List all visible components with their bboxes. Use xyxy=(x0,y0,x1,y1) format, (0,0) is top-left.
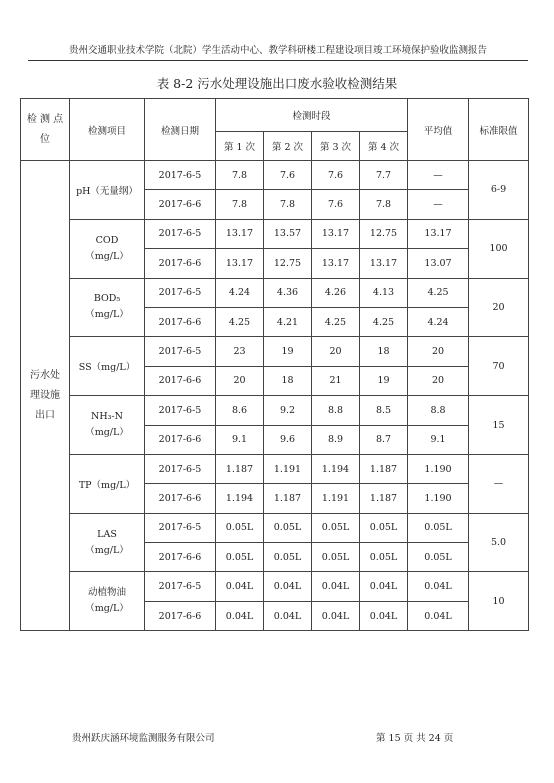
value-cell: 0.04L xyxy=(360,572,408,601)
value-cell: 4.36 xyxy=(264,278,312,307)
header-rule xyxy=(28,60,528,61)
value-cell: 13.17 xyxy=(312,249,360,278)
avg-cell: 1.190 xyxy=(408,454,469,483)
avg-cell: 13.17 xyxy=(408,219,469,248)
avg-cell: 0.05L xyxy=(408,513,469,542)
avg-cell: 9.1 xyxy=(408,425,469,454)
value-cell: 13.57 xyxy=(264,219,312,248)
date-cell: 2017-6-5 xyxy=(145,513,216,542)
item-cell: pH（无量纲） xyxy=(70,161,145,220)
value-cell: 0.04L xyxy=(216,601,264,630)
value-cell: 7.6 xyxy=(264,161,312,190)
date-cell: 2017-6-5 xyxy=(145,454,216,483)
avg-cell: 20 xyxy=(408,366,469,395)
value-cell: 0.05L xyxy=(216,543,264,572)
date-cell: 2017-6-5 xyxy=(145,396,216,425)
avg-cell: 0.05L xyxy=(408,543,469,572)
report-header: 贵州交通职业技术学院（北院）学生活动中心、教学科研楼工程建设项目竣工环境保护验收监测报告 xyxy=(68,45,487,56)
value-cell: 21 xyxy=(312,366,360,395)
value-cell: 1.187 xyxy=(216,454,264,483)
table-row xyxy=(21,454,529,483)
date-cell: 2017-6-6 xyxy=(145,425,216,454)
value-cell: 0.04L xyxy=(312,572,360,601)
value-cell: 8.6 xyxy=(216,396,264,425)
table-row xyxy=(21,161,529,190)
value-cell: 13.17 xyxy=(312,219,360,248)
limit-cell: 10 xyxy=(469,572,529,631)
table-row xyxy=(21,337,529,366)
value-cell: 0.05L xyxy=(360,543,408,572)
value-cell: 0.05L xyxy=(264,543,312,572)
value-cell: 4.25 xyxy=(216,307,264,336)
date-cell: 2017-6-6 xyxy=(145,366,216,395)
value-cell: 9.6 xyxy=(264,425,312,454)
value-cell: 9.2 xyxy=(264,396,312,425)
value-cell: 7.8 xyxy=(216,190,264,219)
value-cell: 1.194 xyxy=(216,484,264,513)
value-cell: 23 xyxy=(216,337,264,366)
avg-cell: 8.8 xyxy=(408,396,469,425)
value-cell: 8.7 xyxy=(360,425,408,454)
header-date: 检测日期 xyxy=(145,99,216,161)
value-cell: 12.75 xyxy=(360,219,408,248)
footer-company: 贵州跃庆涵环境监测服务有限公司 xyxy=(72,733,215,744)
value-cell: 0.04L xyxy=(216,572,264,601)
value-cell: 1.191 xyxy=(264,454,312,483)
value-cell: 1.187 xyxy=(360,484,408,513)
value-cell: 7.6 xyxy=(312,161,360,190)
value-cell: 0.04L xyxy=(312,601,360,630)
value-cell: 0.04L xyxy=(360,601,408,630)
value-cell: 19 xyxy=(264,337,312,366)
item-cell: SS（mg/L） xyxy=(70,337,145,396)
table-row xyxy=(21,513,529,542)
table-row xyxy=(21,396,529,425)
limit-cell: 100 xyxy=(469,219,529,278)
avg-cell: — xyxy=(408,161,469,190)
value-cell: 1.191 xyxy=(312,484,360,513)
date-cell: 2017-6-6 xyxy=(145,484,216,513)
limit-cell: 70 xyxy=(469,337,529,396)
footer-page-number: 第 15 页 共 24 页 xyxy=(376,733,454,744)
date-cell: 2017-6-5 xyxy=(145,161,216,190)
date-cell: 2017-6-5 xyxy=(145,278,216,307)
item-cell: BOD₅（mg/L） xyxy=(70,278,145,337)
value-cell: 0.05L xyxy=(264,513,312,542)
value-cell: 0.05L xyxy=(312,543,360,572)
header-avg: 平均值 xyxy=(408,99,469,161)
value-cell: 4.25 xyxy=(360,307,408,336)
item-cell: LAS（mg/L） xyxy=(70,513,145,572)
value-cell: 18 xyxy=(264,366,312,395)
avg-cell: 13.07 xyxy=(408,249,469,278)
value-cell: 4.25 xyxy=(312,307,360,336)
value-cell: 20 xyxy=(312,337,360,366)
value-cell: 7.8 xyxy=(264,190,312,219)
item-cell: COD（mg/L） xyxy=(70,219,145,278)
header-limit: 标准限值 xyxy=(469,99,529,161)
value-cell: 7.6 xyxy=(312,190,360,219)
header-item: 检测项目 xyxy=(70,99,145,161)
avg-cell: 0.04L xyxy=(408,572,469,601)
table-row xyxy=(21,572,529,601)
value-cell: 0.05L xyxy=(216,513,264,542)
value-cell: 0.05L xyxy=(312,513,360,542)
value-cell: 12.75 xyxy=(264,249,312,278)
limit-cell: 15 xyxy=(469,396,529,455)
date-cell: 2017-6-5 xyxy=(145,219,216,248)
avg-cell: — xyxy=(408,190,469,219)
date-cell: 2017-6-6 xyxy=(145,543,216,572)
table-row xyxy=(21,219,529,248)
value-cell: 0.05L xyxy=(360,513,408,542)
limit-cell: 6-9 xyxy=(469,161,529,220)
item-cell: 动植物油（mg/L） xyxy=(70,572,145,631)
item-cell: NH₃-N（mg/L） xyxy=(70,396,145,455)
value-cell: 13.17 xyxy=(216,249,264,278)
header-period-4: 第 4 次 xyxy=(360,132,408,161)
date-cell: 2017-6-6 xyxy=(145,190,216,219)
value-cell: 4.13 xyxy=(360,278,408,307)
value-cell: 1.194 xyxy=(312,454,360,483)
header-period-2: 第 2 次 xyxy=(264,132,312,161)
value-cell: 1.187 xyxy=(264,484,312,513)
value-cell: 8.5 xyxy=(360,396,408,425)
header-period-1: 第 1 次 xyxy=(216,132,264,161)
value-cell: 9.1 xyxy=(216,425,264,454)
value-cell: 20 xyxy=(216,366,264,395)
date-cell: 2017-6-6 xyxy=(145,307,216,336)
header-point: 检 测 点 位 xyxy=(21,99,70,161)
header-period-3: 第 3 次 xyxy=(312,132,360,161)
value-cell: 1.187 xyxy=(360,454,408,483)
avg-cell: 0.04L xyxy=(408,601,469,630)
table-caption: 表 8-2 污水处理设施出口废水验收检测结果 xyxy=(156,76,398,91)
avg-cell: 4.25 xyxy=(408,278,469,307)
table-row xyxy=(21,278,529,307)
value-cell: 7.8 xyxy=(360,190,408,219)
limit-cell: 5.0 xyxy=(469,513,529,572)
date-cell: 2017-6-5 xyxy=(145,337,216,366)
value-cell: 7.8 xyxy=(216,161,264,190)
date-cell: 2017-6-6 xyxy=(145,601,216,630)
avg-cell: 20 xyxy=(408,337,469,366)
header-period: 检测时段 xyxy=(216,99,408,132)
value-cell: 4.21 xyxy=(264,307,312,336)
value-cell: 4.26 xyxy=(312,278,360,307)
limit-cell: 20 xyxy=(469,278,529,337)
value-cell: 0.04L xyxy=(264,572,312,601)
value-cell: 0.04L xyxy=(264,601,312,630)
results-table xyxy=(20,98,529,631)
avg-cell: 4.24 xyxy=(408,307,469,336)
value-cell: 19 xyxy=(360,366,408,395)
value-cell: 7.7 xyxy=(360,161,408,190)
value-cell: 13.17 xyxy=(216,219,264,248)
value-cell: 13.17 xyxy=(360,249,408,278)
value-cell: 8.8 xyxy=(312,396,360,425)
value-cell: 8.9 xyxy=(312,425,360,454)
item-cell: TP（mg/L） xyxy=(70,454,145,513)
value-cell: 18 xyxy=(360,337,408,366)
limit-cell: — xyxy=(469,454,529,513)
value-cell: 4.24 xyxy=(216,278,264,307)
point-name-cell: 污水处理设施出口 xyxy=(21,161,70,631)
avg-cell: 1.190 xyxy=(408,484,469,513)
date-cell: 2017-6-6 xyxy=(145,249,216,278)
date-cell: 2017-6-5 xyxy=(145,572,216,601)
